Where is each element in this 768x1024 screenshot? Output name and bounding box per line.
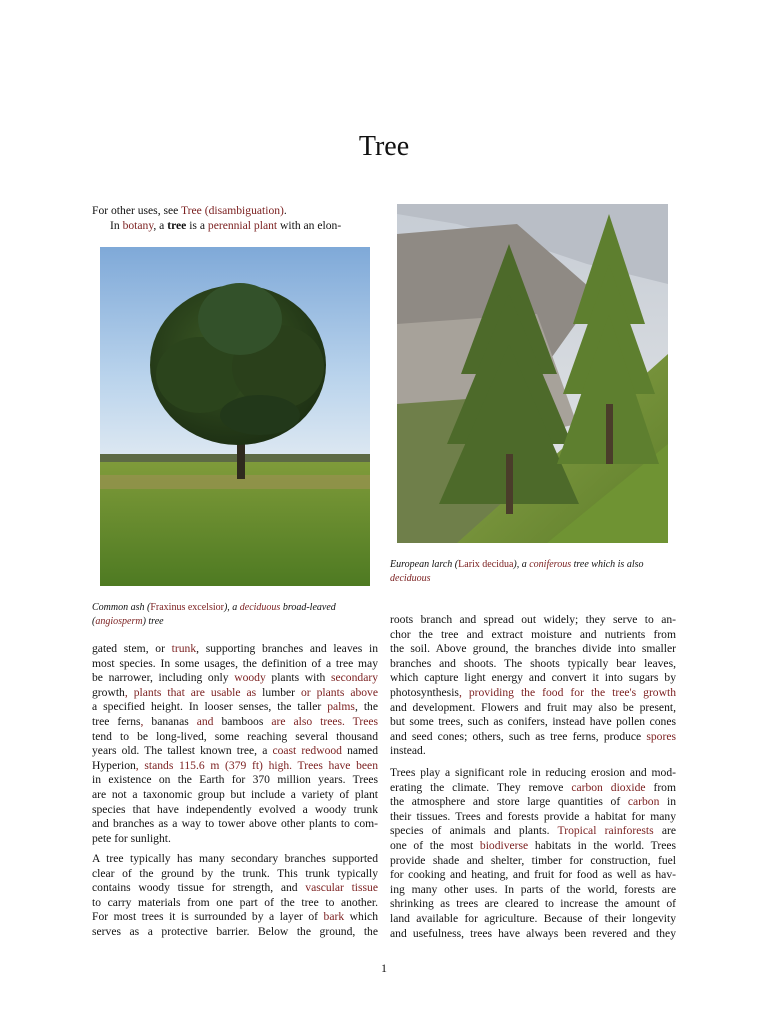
article-link[interactable]: or plants above xyxy=(295,685,378,699)
text-line xyxy=(390,766,676,781)
right-column-p2 xyxy=(390,766,676,941)
text-line xyxy=(390,701,676,716)
text-run: years old. The tallest known tree, a xyxy=(92,744,273,758)
text-line xyxy=(390,686,676,701)
disambiguation-link[interactable]: Tree (disambiguation) xyxy=(180,204,284,217)
angiosperm-link[interactable]: angiosperm xyxy=(95,615,143,627)
text-run: be narrower, including only xyxy=(92,671,235,685)
article-link[interactable]: are also trees. Trees xyxy=(263,714,378,728)
article-link[interactable]: bark xyxy=(323,910,345,924)
text-line xyxy=(390,810,676,825)
text-run: photosynthesis xyxy=(390,685,459,699)
text-line xyxy=(92,686,378,701)
text-line xyxy=(390,927,676,942)
right-column-p1 xyxy=(390,613,676,759)
hatnote: For other uses, see Tree (disambiguation). xyxy=(92,204,287,217)
text-line xyxy=(390,671,676,686)
text-run: bamboos xyxy=(221,714,264,728)
perennial-plant-link[interactable]: perennial plant xyxy=(207,218,278,232)
text-line xyxy=(390,854,676,869)
text-run: from xyxy=(645,780,676,794)
article-link[interactable]: woody xyxy=(234,671,266,685)
text-run: bananas xyxy=(151,714,189,728)
text-line xyxy=(390,824,676,839)
text-run: but some trees, such as conifers, instead have pollen cones xyxy=(390,715,676,729)
text-run: their tissues. Trees and forests provide a habitat for many xyxy=(390,809,676,823)
intro-block xyxy=(92,204,378,233)
text-line xyxy=(92,642,378,657)
deciduous-link-larch[interactable]: deciduous xyxy=(390,572,431,584)
article-link[interactable]: vascular tissue xyxy=(305,881,378,895)
text-line xyxy=(92,759,378,774)
text-run: to carry materials from one part of the tree to another. xyxy=(92,895,378,909)
text-line xyxy=(390,839,676,854)
text-line xyxy=(92,700,378,715)
text-line xyxy=(390,642,676,657)
text-line xyxy=(92,744,378,759)
text-line xyxy=(390,657,676,672)
text-run: the soil. Above ground, the branches divide into smaller xyxy=(390,642,676,656)
text-line xyxy=(390,730,676,745)
page-number: 1 xyxy=(381,961,387,975)
left-column-p2 xyxy=(92,852,378,940)
article-link[interactable]: carbon dioxide xyxy=(571,780,646,794)
article-link[interactable]: carbon xyxy=(627,795,660,809)
text-line xyxy=(92,788,378,803)
fraxinus-excelsior-link[interactable]: Fraxinus excelsior xyxy=(150,602,224,613)
article-link[interactable]: , providing the food for the tree's growth xyxy=(458,685,676,699)
text-run: and branches as a way to tower above other plants to com- xyxy=(92,817,378,831)
text-run: land available for agriculture. Because of their longevity xyxy=(390,911,676,925)
article-link[interactable]: coast redwood xyxy=(272,744,342,758)
left-column-p1 xyxy=(92,642,378,846)
text-run: species that have independently evolved a woody trunk xyxy=(92,802,378,816)
text-run: which xyxy=(344,910,378,924)
text-run: ing many other uses. In parts of the world, forests are xyxy=(390,882,676,896)
text-run: and usefulness, trees have always been revered and they xyxy=(390,926,676,940)
article-link[interactable]: biodiverse xyxy=(479,838,529,852)
text-line xyxy=(390,868,676,883)
text-run: , supporting branches and leaves in xyxy=(196,642,378,655)
text-run: Hyperion xyxy=(92,758,136,772)
text-line xyxy=(390,744,676,759)
text-run: chor the tree and extract moisture and nutrients from xyxy=(390,627,676,641)
larch-tree-image xyxy=(397,204,668,543)
article-link[interactable]: Tropical rainforests xyxy=(557,824,654,838)
text-run: tend to be long-lived, some reaching several thousand xyxy=(92,729,378,743)
text-run: most species. In some usages, the definition of a tree may xyxy=(92,656,378,670)
text-run: and seed cones; others, such as tree ferns, produce xyxy=(390,729,647,743)
text-line xyxy=(92,803,378,818)
larix-decidua-link[interactable]: Larix decidua xyxy=(458,559,514,570)
article-link[interactable]: , plants that are usable as xyxy=(124,685,263,699)
article-link[interactable]: and xyxy=(188,714,222,728)
text-run: which capture light energy and convert it into sugars by xyxy=(390,671,676,685)
text-run: and development. Flowers and fruit may also be present, xyxy=(390,700,676,714)
text-line xyxy=(390,897,676,912)
article-link[interactable]: spores xyxy=(646,729,676,743)
text-line xyxy=(390,613,676,628)
text-run: for cooking and heating, and fruit for food as well as hav- xyxy=(390,868,676,882)
text-run: growth xyxy=(92,685,125,699)
text-run: , the xyxy=(354,700,378,714)
text-run: shrinking as trees are cleared to increase the amount of xyxy=(390,897,676,911)
text-line xyxy=(390,795,676,810)
text-run: are not a taxonomic group but include a variety of plant xyxy=(92,787,378,801)
text-run: contains woody tissue for strength, and xyxy=(92,881,306,895)
text-line xyxy=(390,715,676,730)
text-run: branches and shoots. The shoots typically bear leaves, xyxy=(390,656,676,670)
text-run: named xyxy=(341,744,378,758)
ash-tree-image xyxy=(100,247,370,586)
deciduous-link-ash[interactable]: deciduous xyxy=(239,602,281,613)
text-line xyxy=(390,883,676,898)
text-run: lumber xyxy=(262,685,296,699)
text-run: tree ferns xyxy=(92,714,141,728)
text-run: pete for sunlight. xyxy=(92,831,171,845)
text-run: erating the climate. They remove xyxy=(390,780,572,794)
text-line xyxy=(92,867,378,882)
article-link[interactable]: palms xyxy=(327,700,355,714)
text-line xyxy=(92,657,378,672)
text-line xyxy=(92,817,378,832)
text-run: roots branch and spread out widely; they serve to an- xyxy=(390,613,676,626)
text-line xyxy=(390,628,676,643)
text-line xyxy=(92,896,378,911)
text-run: species of animals and plants. xyxy=(390,824,558,838)
text-run: plants with xyxy=(265,671,331,685)
text-run: clear of the ground by the trunk. This trunk typically xyxy=(92,866,378,880)
text-run: a specified height. In looser senses, the taller xyxy=(92,700,328,714)
page-title: Tree xyxy=(358,130,410,162)
text-run: gated stem, or xyxy=(92,642,172,655)
intro-line: In botany, a tree is a perennial plant with an elon- xyxy=(110,218,342,232)
text-run: are xyxy=(653,824,676,838)
text-run: Trees play a significant role in reducing erosion and mod- xyxy=(390,766,676,779)
text-line xyxy=(390,781,676,796)
text-line xyxy=(92,832,378,847)
article-link[interactable]: , stands 115.6 m (379 ft) high. Trees have been xyxy=(135,758,378,772)
text-run: For most trees it is surrounded by a layer of xyxy=(92,910,324,924)
text-line xyxy=(92,910,378,925)
text-run: in xyxy=(659,795,676,809)
text-line xyxy=(92,881,378,896)
article-link[interactable]: secondary xyxy=(331,671,378,685)
text-line xyxy=(92,925,378,940)
text-line xyxy=(92,730,378,745)
text-line xyxy=(92,852,378,867)
text-run: one of the most xyxy=(390,838,480,852)
text-line xyxy=(92,773,378,788)
botany-link[interactable]: botany xyxy=(122,218,154,232)
text-run: provide shade and shelter, timber for construction, fuel xyxy=(390,853,676,867)
text-run: habitats in the world. Trees xyxy=(528,838,677,852)
text-line xyxy=(390,912,676,927)
article-link[interactable]: trunk xyxy=(171,642,197,655)
text-run: instead. xyxy=(390,744,426,758)
text-run: in existence on the Earth for 370 million years. Trees xyxy=(92,773,378,787)
text-run: serves as a protective barrier. Below the ground, the xyxy=(92,924,378,938)
ash-caption: Common ash (Fraxinus excelsior), a deciduous broad-leaved (angiosperm) tree xyxy=(92,602,336,627)
article-link[interactable]: , xyxy=(140,714,152,728)
text-line xyxy=(92,671,378,686)
text-line xyxy=(92,715,378,730)
text-run: A tree typically has many secondary branches supported xyxy=(92,852,378,865)
text-run: the atmosphere and store large quantities of xyxy=(390,795,628,809)
coniferous-link[interactable]: coniferous xyxy=(529,559,572,570)
larch-caption: European larch (Larix decidua), a coniferous tree which is also deciduous xyxy=(390,559,644,584)
